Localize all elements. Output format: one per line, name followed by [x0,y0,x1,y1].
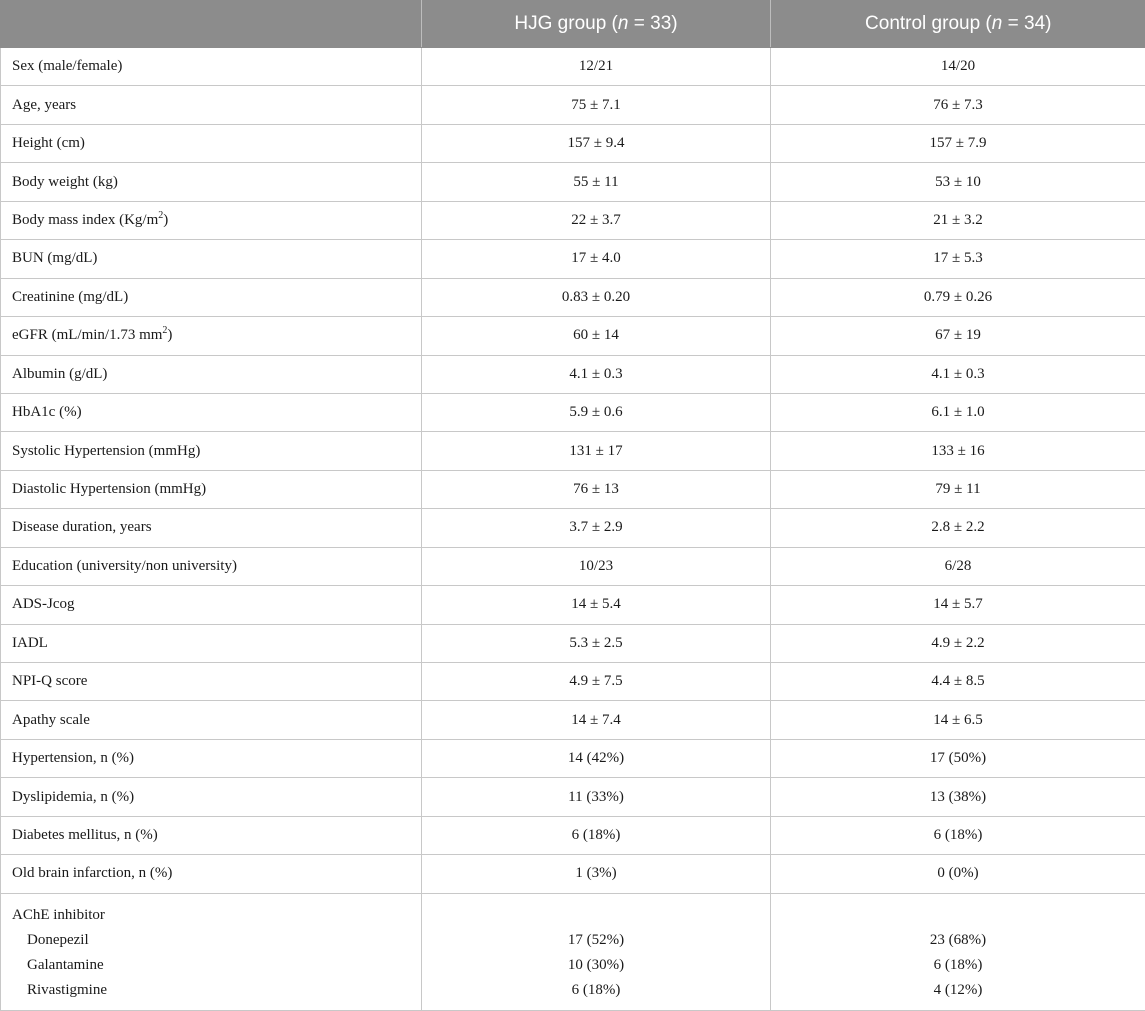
ache-control-values-cell [771,893,1145,1010]
table-row [1,240,1145,278]
table-row [1,124,1145,162]
control-value: 2.8 ± 2.2 [771,509,1145,547]
row-label-text: Body mass index (Kg/m [12,212,158,228]
hjg-value: 76 ± 13 [422,470,771,508]
hjg-value: 17 ± 4.0 [422,240,771,278]
control-value: 14 ± 5.7 [771,586,1145,624]
hjg-value-galantamine: 10 (30%) [422,953,770,978]
row-label-text: eGFR (mL/min/1.73 mm [12,327,162,343]
control-value-galantamine: 6 (18%) [771,953,1145,978]
table-row [1,393,1145,431]
row-label: Dyslipidemia, n (%) [1,778,422,816]
control-value: 133 ± 16 [771,432,1145,470]
row-label: Age, years [1,86,422,124]
control-value: 4.9 ± 2.2 [771,624,1145,662]
hjg-value: 14 ± 7.4 [422,701,771,739]
hjg-value: 14 (42%) [422,739,771,777]
hjg-value-donepezil: 17 (52%) [422,928,770,953]
hjg-value: 55 ± 11 [422,163,771,201]
control-value: 79 ± 11 [771,470,1145,508]
control-value: 13 (38%) [771,778,1145,816]
control-value: 6.1 ± 1.0 [771,393,1145,431]
ache-labels-cell [1,893,422,1010]
control-value: 14/20 [771,48,1145,86]
row-label: Albumin (g/dL) [1,355,422,393]
hjg-value: 1 (3%) [422,855,771,893]
hjg-value: 10/23 [422,547,771,585]
row-label: IADL [1,624,422,662]
control-value: 4.1 ± 0.3 [771,355,1145,393]
row-label: Diastolic Hypertension (mmHg) [1,470,422,508]
table-header-row [1,0,1145,48]
row-label: Height (cm) [1,124,422,162]
table-row [1,509,1145,547]
row-label: Systolic Hypertension (mmHg) [1,432,422,470]
hjg-value: 5.9 ± 0.6 [422,393,771,431]
control-value: 76 ± 7.3 [771,86,1145,124]
row-label: Sex (male/female) [1,48,422,86]
ache-group-label: AChE inhibitor [12,903,421,928]
ache-inhibitor-row [1,893,1145,1010]
hjg-value: 60 ± 14 [422,317,771,355]
control-value: 6 (18%) [771,816,1145,854]
hjg-value: 11 (33%) [422,778,771,816]
ache-item-label-donepezil: Donepezil [12,928,421,953]
row-label [1,317,422,355]
table-row [1,547,1145,585]
ache-item-label-galantamine: Galantamine [12,953,421,978]
hjg-value: 131 ± 17 [422,432,771,470]
row-label: Diabetes mellitus, n (%) [1,816,422,854]
control-value: 6/28 [771,547,1145,585]
table-row [1,355,1145,393]
control-value: 4.4 ± 8.5 [771,663,1145,701]
header-hjg-n-value: = 33) [628,13,677,34]
control-value: 21 ± 3.2 [771,201,1145,239]
row-label-superscript: 2 [158,210,163,221]
hjg-value: 22 ± 3.7 [422,201,771,239]
hjg-value: 6 (18%) [422,816,771,854]
table-row [1,816,1145,854]
row-label: Apathy scale [1,701,422,739]
header-hjg-n-var: n [618,13,629,34]
ache-control-spacer [771,903,1145,928]
table-row [1,778,1145,816]
row-label: NPI-Q score [1,663,422,701]
hjg-value: 5.3 ± 2.5 [422,624,771,662]
control-value-donepezil: 23 (68%) [771,928,1145,953]
table-row [1,48,1145,86]
hjg-value: 0.83 ± 0.20 [422,278,771,316]
hjg-value: 4.9 ± 7.5 [422,663,771,701]
table-row [1,163,1145,201]
table-row [1,470,1145,508]
header-control-n-value: = 34) [1002,13,1051,34]
hjg-value: 75 ± 7.1 [422,86,771,124]
ache-hjg-values-cell [422,893,771,1010]
hjg-value-rivastigmine: 6 (18%) [422,978,770,1003]
table-row [1,317,1145,355]
hjg-value: 3.7 ± 2.9 [422,509,771,547]
control-value: 0.79 ± 0.26 [771,278,1145,316]
header-control-group [771,0,1145,48]
ache-item-label-rivastigmine: Rivastigmine [12,978,421,1003]
table-row [1,739,1145,777]
hjg-value: 157 ± 9.4 [422,124,771,162]
row-label: Body weight (kg) [1,163,422,201]
row-label-superscript: 2 [162,325,167,336]
table-row [1,86,1145,124]
header-control-n-var: n [992,13,1003,34]
header-control-label: Control group ( [865,13,992,34]
header-hjg-group [422,0,771,48]
control-value: 14 ± 6.5 [771,701,1145,739]
row-label [1,201,422,239]
ache-hjg-spacer [422,903,770,928]
table-row [1,624,1145,662]
row-label-tail: ) [167,327,172,343]
control-value-rivastigmine: 4 (12%) [771,978,1145,1003]
row-label: Hypertension, n (%) [1,739,422,777]
hjg-value: 14 ± 5.4 [422,586,771,624]
control-value: 17 ± 5.3 [771,240,1145,278]
header-hjg-label: HJG group ( [514,13,617,34]
row-label: HbA1c (%) [1,393,422,431]
table-row [1,701,1145,739]
table-row [1,201,1145,239]
row-label-tail: ) [163,212,168,228]
control-value: 0 (0%) [771,855,1145,893]
table-row [1,663,1145,701]
row-label: ADS-Jcog [1,586,422,624]
row-label: BUN (mg/dL) [1,240,422,278]
table-row [1,855,1145,893]
row-label: Creatinine (mg/dL) [1,278,422,316]
control-value: 67 ± 19 [771,317,1145,355]
control-value: 17 (50%) [771,739,1145,777]
table-row [1,586,1145,624]
row-label: Education (university/non university) [1,547,422,585]
header-empty-cell [1,0,422,48]
control-value: 157 ± 7.9 [771,124,1145,162]
hjg-value: 4.1 ± 0.3 [422,355,771,393]
table-row [1,432,1145,470]
hjg-value: 12/21 [422,48,771,86]
table-row [1,278,1145,316]
control-value: 53 ± 10 [771,163,1145,201]
row-label: Old brain infarction, n (%) [1,855,422,893]
row-label: Disease duration, years [1,509,422,547]
